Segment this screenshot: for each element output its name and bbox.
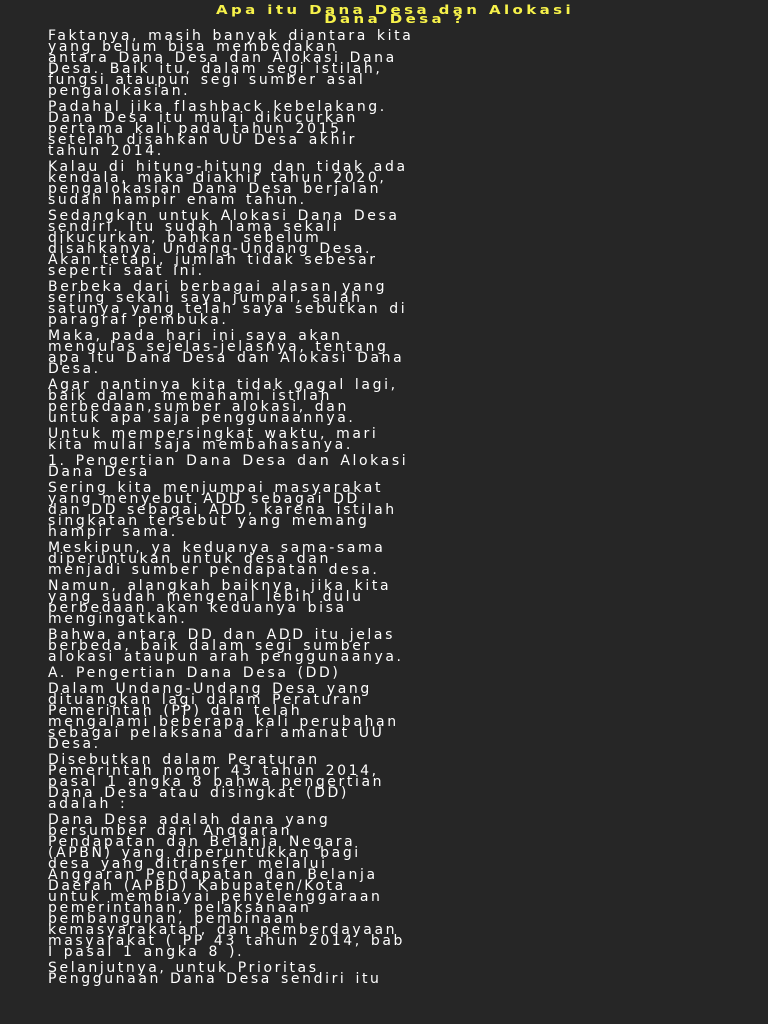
paragraph: Kalau di hitung-hitung dan tidak ada kendala, maka diakhir tahun 2020, pengalokasian Dana Desa berjalan sudah hampir enam tahun. <box>48 159 408 208</box>
paragraph: Disebutkan dalam Peraturan Pemerintah nomor 43 tahun 2014, pasal 1 angka 8 bahwa pengertian Dana Desa atau disingkat (DD) adalah : <box>48 752 385 812</box>
paragraph: Meskipun, ya keduanya sama-sama diperuntukan untuk desa dan menjadi sumber pendapatan desa. <box>48 540 386 578</box>
paragraph: Berbeka dari berbagai alasan yang sering sekali saya jumpai, salah satunya yang telah saya sebutkan di paragraf pembuka. <box>48 279 408 328</box>
article-title: Apa itu Dana Desa dan Alokasi Dana Desa ? <box>216 2 574 26</box>
definition-quote: Dana Desa adalah dana yang bersumber dari Anggaran Pendapatan dan Belanja Negara (APBN) yang diperuntukkan bagi desa yang ditransfer melalui Anggaran Pendapatan dan Belanja Daerah (APBD) Kabupaten/Kota untuk membiayai penyelenggaraan pemerintahan, pelaksanaan pembangunan, pembinaan kemasyarakatan, dan pemberdayaan masyarakat ( PP 43 tahun 2014, bab I pasal 1 angka 8 ). <box>48 812 406 960</box>
article-body <box>48 28 742 987</box>
paragraph: Padahal jika flashback kebelakang. Dana Desa itu mulai dikucurkan pertama kali pada tahun 2015, setelah disahkan UU Desa akhir tahun 2014. <box>48 99 387 159</box>
paragraph: Agar nantinya kita tidak gagal lagi, baik dalam memahami istilah perbedaan,sumber alokasi, dan untuk apa saja penggunaannya. <box>48 377 398 426</box>
subsection-heading: A. Pengertian Dana Desa (DD) <box>48 665 341 681</box>
paragraph: Namun, alangkah baiknya, jika kita yang sudah mengenal lebih dulu perbedaan akan keduanya bisa mengingatkan. <box>48 578 392 627</box>
paragraph: Bahwa antara DD dan ADD itu jelas berbeda, baik dalam segi sumber alokasi ataupun arah penggunaanya. <box>48 627 404 665</box>
paragraph: Faktanya, masih banyak diantara kita yang belum bisa membedakan antara Dana Desa dan Alokasi Dana Desa. Baik itu, dalam segi istilah, fungsi ataupun segi sumber asal pengalokasian. <box>48 28 414 99</box>
section-heading: 1. Pengertian Dana Desa dan Alokasi Dana Desa <box>48 453 409 480</box>
paragraph: Sedangkan untuk Alokasi Dana Desa sendiri. Itu sudah lama sekali dikucurkan, bahkan sebelum disahkanya Undang-Undang Desa. Akan tetapi, jumlah tidak sebesar seperti saat ini. <box>48 208 400 279</box>
paragraph: Untuk mempersingkat waktu, mari kita mulai saja membahasanya. <box>48 426 379 453</box>
paragraph: Maka, pada hari ini saya akan mengulas sejelas-jelasnya, tentang apa itu Dana Desa dan Alokasi Dana Desa. <box>48 328 405 377</box>
paragraph: Sering kita menjumpai masyarakat yang menyebut ADD sebagai DD dan DD sebagai ADD, karena istilah singkatan tersebut yang memang hampir sama. <box>48 480 397 540</box>
paragraph: Dalam Undang-Undang Desa yang dituangkan lagi dalam Peraturan Pemerintah (PP) dan telah mengalami beberapa kali perubahan sebagai pelaksana dari amanat UU Desa. <box>48 681 399 752</box>
paragraph: Selanjutnya, untuk Prioritas Penggunaan Dana Desa sendiri itu <box>48 960 382 987</box>
